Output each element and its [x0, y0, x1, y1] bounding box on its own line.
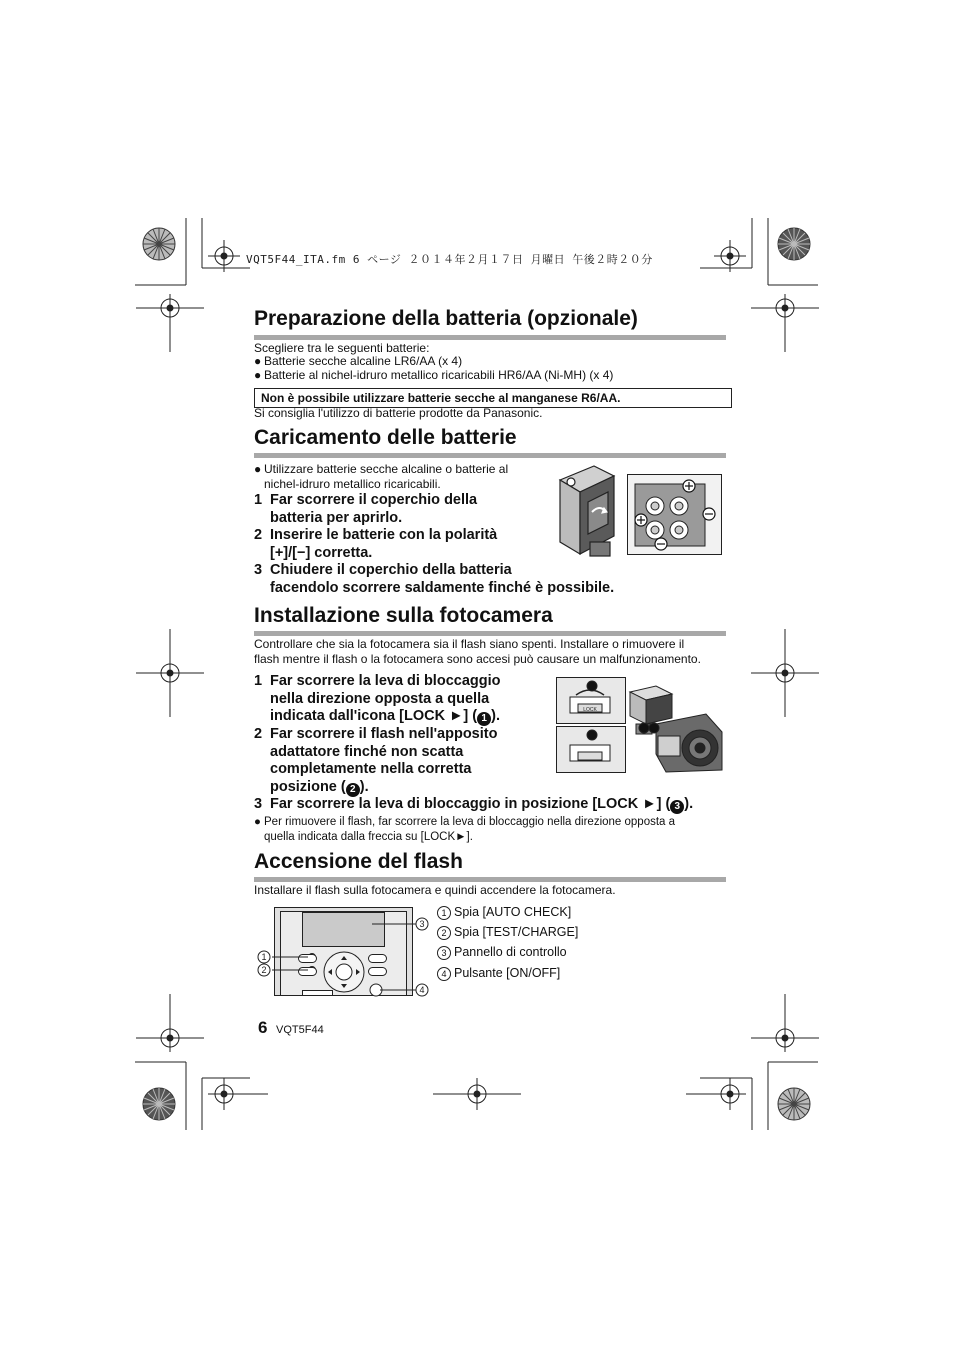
section-rule	[254, 877, 726, 882]
section-title-battery-preparation: Preparazione della batteria (opzionale)	[254, 307, 638, 330]
bullet-item: ● Batterie secche alcaline LR6/AA (x 4)	[254, 354, 463, 368]
callout-4: 4	[419, 985, 425, 995]
camera-with-flash-illustration	[626, 684, 724, 774]
section-title-loading-batteries: Caricamento delle batterie	[254, 426, 517, 449]
removal-note: ● Per rimuovere il flash, far scorrere la leva di bloccaggio nella direzione opposta a quella indicata dalla freccia su [LOCK►].	[254, 816, 676, 843]
page-number: 6	[258, 1018, 268, 1037]
section-title-flash-power-on: Accensione del flash	[254, 850, 463, 873]
callout-1: 1	[261, 952, 267, 962]
install-step-2: 2 Far scorrere il flash nell'apposito adattatore finché non scatta completamente nella corretta posizione ( 2 ).	[254, 726, 498, 795]
notice-box: Non è possibile utilizzare batterie secche al manganese R6/AA.	[254, 388, 732, 408]
installation-intro-line1: Controllare che sia la fotocamera sia il flash siano spenti. Installare o rimuovere il	[254, 637, 685, 651]
battery-polarity-illustration	[627, 474, 722, 555]
legend-item-on-off-button: 4 Pulsante [ON/OFF]	[437, 966, 560, 981]
section-rule	[254, 631, 726, 636]
bullet-icon: ●	[254, 816, 261, 828]
bullet-icon: ●	[254, 368, 262, 382]
callout-2: 2	[261, 965, 267, 975]
bullet-item: ● Utilizzare batterie secche alcaline o batterie al nichel-idruro metallico ricaricabili.	[254, 462, 509, 491]
legend-item-test-charge: 2 Spia [TEST/CHARGE]	[437, 925, 578, 940]
lock-lever-illustration	[556, 677, 626, 773]
step-1: 1 Far scorrere il coperchio della batteria per aprirlo.	[254, 492, 478, 526]
circled-number-2: 2	[346, 783, 360, 797]
install-step-1: 1 Far scorrere la leva di bloccaggio nella direzione opposta a quella indicata dall'icona [LOCK ►] ( 1 ).	[254, 673, 501, 724]
bullet-icon: ●	[254, 462, 262, 476]
battery-intro: Scegliere tra le seguenti batterie:	[254, 341, 430, 355]
flash-battery-cover-illustration	[554, 462, 622, 562]
install-step-3: 3 Far scorrere la leva di bloccaggio in posizione [LOCK ►] ( 3 ).	[254, 796, 694, 812]
power-on-intro: Installare il flash sulla fotocamera e quindi accendere la fotocamera.	[254, 883, 616, 897]
lock-label: LOCK	[583, 707, 597, 713]
bullet-icon: ●	[254, 354, 262, 368]
circled-number-1: 1	[477, 712, 491, 726]
circled-number-3: 3	[670, 800, 684, 814]
legend-item-control-panel: 3 Pannello di controllo	[437, 945, 567, 960]
section-rule	[254, 335, 726, 340]
legend-item-auto-check: 1 Spia [AUTO CHECK]	[437, 905, 571, 920]
section-title-camera-installation: Installazione sulla fotocamera	[254, 604, 553, 627]
installation-intro-line2: flash mentre il flash o la fotocamera sono accesi può causare un malfunzionamento.	[254, 652, 701, 666]
file-header: VQT5F44_ITA.fm 6 ページ ２０１４年２月１７日 月曜日 午後２時２０分	[246, 253, 653, 266]
document-code: VQT5F44	[276, 1024, 324, 1036]
step-3: 3 Chiudere il coperchio della batteria facendolo scorrere saldamente finché è possibile.	[254, 562, 615, 596]
callout-3: 3	[419, 919, 425, 929]
section-rule	[254, 453, 726, 458]
flash-control-panel-illustration	[254, 904, 434, 998]
step-2: 2 Inserire le batterie con la polarità [+]/[−] corretta.	[254, 527, 498, 561]
bullet-item: ● Batterie al nichel-idruro metallico ricaricabili HR6/AA (Ni-MH) (x 4)	[254, 368, 614, 382]
recommend-text: Si consiglia l'utilizzo di batterie prodotte da Panasonic.	[254, 406, 543, 420]
